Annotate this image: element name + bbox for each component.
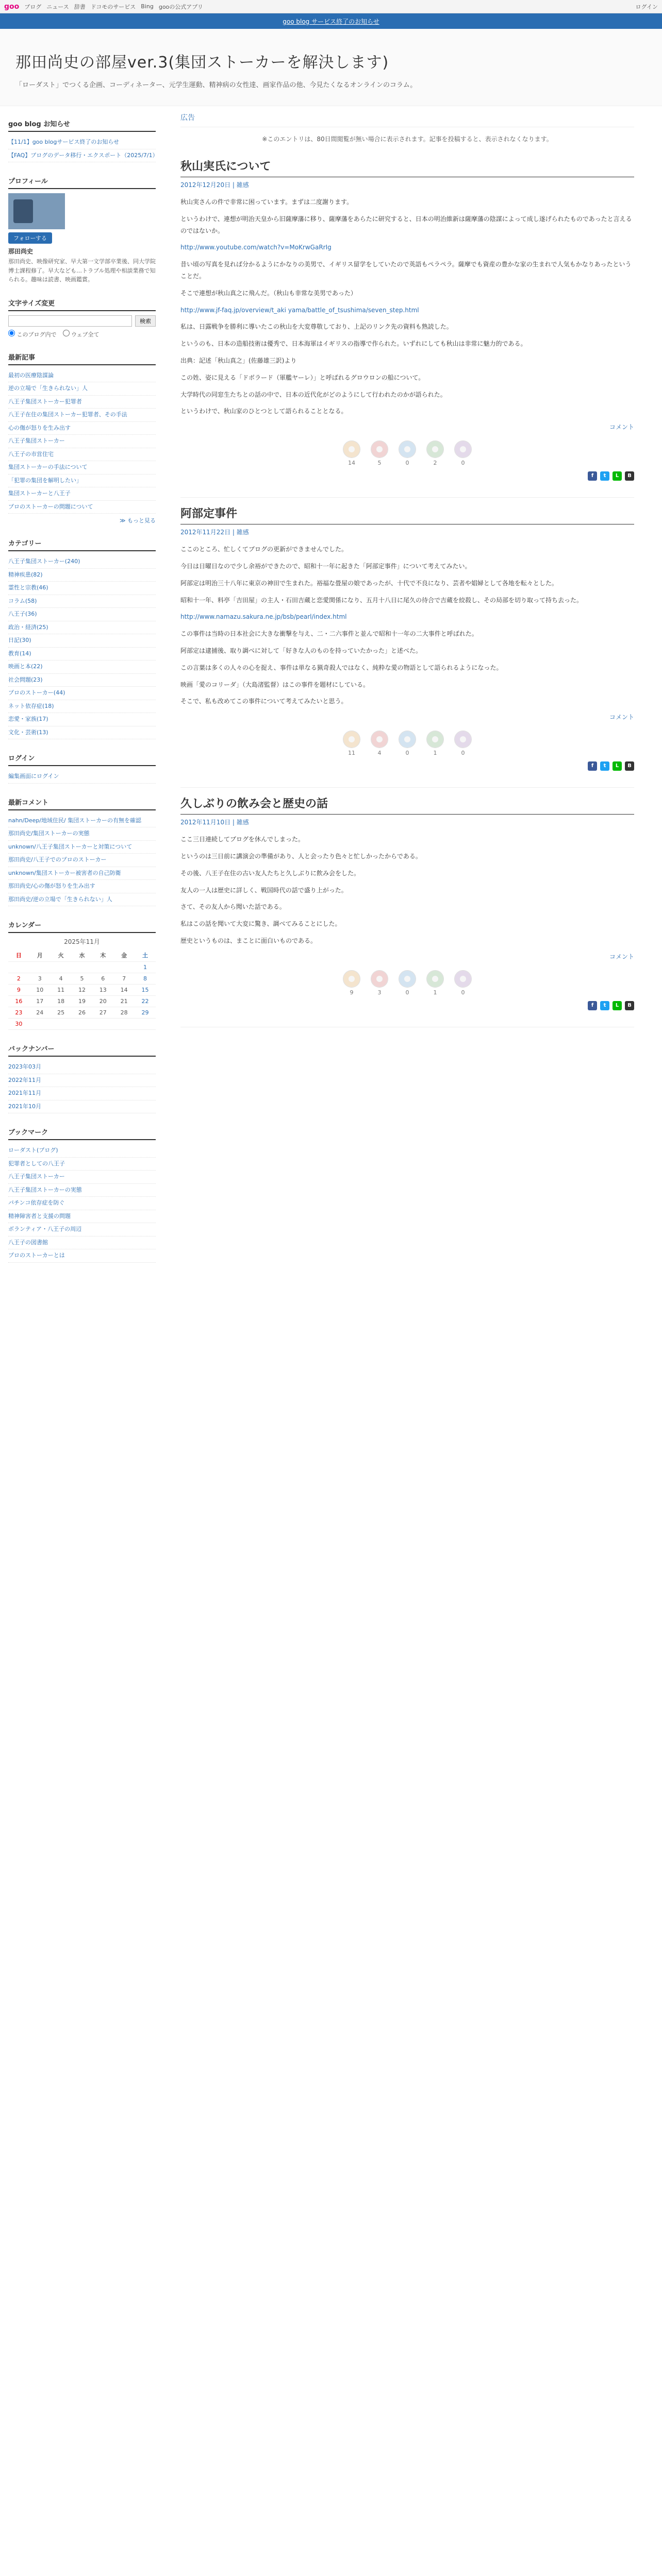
entry-paragraph: その後、八王子在住の古い友人たちと久しぶりに飲み会をした。 — [180, 869, 360, 877]
facebook-share-icon[interactable]: f — [588, 1001, 597, 1010]
scope-web-radio[interactable] — [63, 330, 100, 338]
comment-link[interactable]: unknown/八王子集団ストーカーと対策について — [8, 841, 156, 854]
recent-comments-title: 最新コメント — [8, 797, 156, 810]
category-link[interactable]: 霊性と宗教(46) — [8, 582, 156, 595]
comment-link[interactable]: 那田尚史/八王子でのプロのストーカー — [8, 854, 156, 867]
entry-date[interactable]: 2012年11月10日 | 雑感 — [180, 819, 249, 826]
page-layout — [0, 108, 662, 2576]
reaction-count: 4 — [377, 750, 382, 757]
recent-post-link[interactable]: 最初の医療陰謀論 — [8, 369, 156, 383]
reaction-count: 2 — [433, 460, 437, 467]
reaction-icon — [426, 970, 444, 988]
comment-link[interactable]: 那田尚史/集団ストーカーの実態 — [8, 827, 156, 841]
reaction-icon — [454, 440, 472, 458]
recent-post-link[interactable]: 集団ストーカーの手法について — [8, 461, 156, 474]
reaction-icon — [371, 970, 388, 988]
backnumber-section — [8, 1043, 156, 1113]
recent-posts-list — [8, 369, 156, 514]
entry-paragraph: 歴史というものは、まことに面白いものである。 — [180, 937, 317, 944]
reaction-button[interactable] — [343, 440, 360, 466]
toplink-bing[interactable]: Bing — [141, 3, 154, 10]
profile-name[interactable]: 那田尚史 — [8, 248, 34, 255]
reaction-buttons — [180, 731, 634, 756]
reaction-count: 0 — [461, 460, 465, 467]
entry-paragraph: この事件は当時の日本社会に大きな衝撃を与え、二・二六事件と並んで昭和十一年の二大事件と呼ばれた。 — [180, 630, 478, 638]
entry-body — [180, 544, 634, 707]
profile-section — [8, 176, 156, 284]
category-section — [8, 538, 156, 739]
comment-link[interactable]: nahn/Deep/地域住民/ 集団ストーカーの有無を確認 — [8, 815, 156, 828]
login-link[interactable]: ログイン — [635, 3, 658, 10]
bookmark-share-icon[interactable]: B — [625, 471, 634, 481]
entry-paragraph: さて、その友人から聞いた話である。 — [180, 903, 286, 911]
entry-paragraph: というわけで、秋山家のひとつとして語られることとなる。 — [180, 408, 347, 415]
calendar-day[interactable]: 10 — [29, 985, 51, 996]
reaction-button[interactable] — [343, 731, 360, 756]
profile-section-title: プロフィール — [8, 176, 156, 189]
calendar-day[interactable]: 12 — [72, 985, 93, 996]
reaction-count: 11 — [348, 750, 355, 757]
reaction-button[interactable] — [371, 970, 388, 996]
notice-list — [8, 136, 156, 162]
entry-paragraph: 私は、日露戦争を勝利に導いたこの秋山を大変尊敬しており、上記のリンク先の資料も熟読した。 — [180, 323, 453, 331]
entry-body — [180, 196, 634, 417]
calendar-week-row — [8, 1019, 156, 1030]
blog-tagline: 「ローダスト」でつくる企画、コーディネーター、元学生運動、精神病の女性達、画家作品の他、今見たくなるオンラインのコラム。 — [15, 81, 417, 89]
entry-paragraph: 昭和十一年、料亭「吉田屋」の主人・石田吉蔵と恋愛関係になり、五月十八日に尾久の待合で吉蔵を絞殺し、その局部を切り取って持ち去った。 — [180, 596, 583, 604]
calendar-week-row — [8, 1007, 156, 1019]
blog-title[interactable]: 那田尚史の部屋ver.3(集団ストーカーを解決します) — [15, 54, 389, 72]
entry-body — [180, 834, 634, 947]
reaction-count: 0 — [405, 989, 409, 996]
reaction-button[interactable] — [454, 731, 472, 756]
reaction-count: 1 — [433, 750, 437, 757]
reaction-count: 5 — [377, 460, 382, 467]
reaction-button[interactable] — [426, 970, 444, 996]
bookmark-link[interactable]: 八王子集団ストーカーの実態 — [8, 1184, 156, 1197]
main-content — [180, 108, 634, 1027]
calendar-day[interactable]: 24 — [29, 1007, 51, 1019]
toplink-dictionary[interactable]: 辞書 — [74, 3, 86, 10]
calendar-day[interactable]: 30 — [8, 1019, 29, 1030]
reaction-icon — [426, 440, 444, 458]
backnumber-link[interactable]: 2021年11月 — [8, 1087, 156, 1100]
category-link[interactable]: 恋愛・家族(17) — [8, 713, 156, 726]
calendar-day[interactable]: 8 — [135, 973, 156, 985]
calendar-day[interactable]: 3 — [29, 973, 51, 985]
search-input[interactable] — [8, 315, 132, 327]
calendar-day[interactable]: 27 — [92, 1007, 113, 1019]
calendar-day[interactable]: 16 — [8, 996, 29, 1007]
bookmark-link[interactable]: ボランティア・八王子の周辺 — [8, 1223, 156, 1236]
recent-comments-section — [8, 797, 156, 907]
entry-paragraph: この姓、姿に見える「ドボラード（軍艦ヤーレ）」と呼ばれるグロウロンの船について。 — [180, 374, 425, 381]
calendar-day — [72, 1019, 93, 1030]
reaction-count: 9 — [350, 989, 354, 996]
backnumber-list — [8, 1061, 156, 1113]
backnumber-link[interactable]: 2023年03月 — [8, 1061, 156, 1074]
reaction-button[interactable] — [399, 970, 416, 996]
calendar-day[interactable]: 15 — [135, 985, 156, 996]
calendar-day[interactable]: 28 — [113, 1007, 135, 1019]
toplink-app[interactable]: gooの公式アプリ — [158, 3, 203, 10]
twitter-share-icon[interactable]: t — [600, 1001, 609, 1010]
sidebar — [0, 108, 165, 1276]
reaction-button[interactable] — [454, 440, 472, 466]
entry-paragraph: というのは三日前に講演会の準備があり、人と会ったり色々と忙しかったからである。 — [180, 852, 422, 860]
reaction-button[interactable] — [426, 440, 444, 466]
calendar-day[interactable]: 11 — [51, 985, 72, 996]
entry-paragraph: というのも、日本の造船技術は優秀で、日本海軍はイギリスの指導で作られた。いずれにしても秋山は非常に魅力的である。 — [180, 340, 527, 348]
category-title: カテゴリー — [8, 538, 156, 551]
bookmark-link[interactable]: 犯罪者としての八王子 — [8, 1158, 156, 1171]
bookmark-link[interactable]: 精神障害者と支援の問題 — [8, 1210, 156, 1224]
entry-paragraph: 私はこの話を聞いて大変に驚き、調べてみることにした。 — [180, 920, 341, 928]
scope-blog-label: このブログ内で — [16, 331, 57, 338]
calendar-day[interactable]: 4 — [51, 973, 72, 985]
share-buttons — [180, 761, 634, 771]
recent-post-link[interactable]: 八王子の市営住宅 — [8, 448, 156, 462]
backnumber-link[interactable]: 2022年11月 — [8, 1074, 156, 1088]
bookmark-list — [8, 1144, 156, 1263]
calendar-day[interactable]: 1 — [135, 962, 156, 973]
entry-paragraph: 友人の一人は歴史に詳しく、戦国時代の話で盛り上がった。 — [180, 886, 347, 894]
search-section — [8, 298, 156, 338]
login-title: ログイン — [8, 753, 156, 766]
reaction-count: 0 — [461, 989, 465, 996]
recent-posts-title: 最新記事 — [8, 352, 156, 365]
reaction-icon — [343, 970, 360, 988]
search-scope — [8, 330, 156, 338]
calendar-day[interactable]: 25 — [51, 1007, 72, 1019]
comment-link[interactable]: コメント — [609, 714, 634, 721]
reaction-icon — [371, 440, 388, 458]
recent-post-link[interactable]: 逆の立場で「生きられない」人 — [8, 382, 156, 396]
calendar-day[interactable]: 21 — [113, 996, 135, 1007]
reaction-button[interactable] — [454, 970, 472, 996]
reaction-button[interactable] — [371, 731, 388, 756]
calendar-weekday: 木 — [92, 949, 113, 962]
bookmark-link[interactable]: ローダスト(ブログ) — [8, 1144, 156, 1158]
calendar-day[interactable]: 14 — [113, 985, 135, 996]
top-navigation-bar — [0, 0, 662, 13]
reaction-buttons — [180, 970, 634, 996]
notice-item[interactable]: 【FAQ】ブログのデータ移行・エクスポート（2025/7/1） — [8, 149, 156, 163]
entry-paragraph: 秋山実さんの件で非常に困っています。まずは二度謝ります。 — [180, 198, 353, 206]
calendar-day[interactable]: 17 — [29, 996, 51, 1007]
category-link[interactable]: 八王子(36) — [8, 608, 156, 621]
calendar-day[interactable]: 18 — [51, 996, 72, 1007]
calendar-week-row — [8, 962, 156, 973]
recent-more-link[interactable]: ≫ もっと見る — [119, 517, 156, 524]
reaction-icon — [343, 731, 360, 748]
calendar-day[interactable]: 9 — [8, 985, 29, 996]
calendar-day — [113, 1019, 135, 1030]
calendar-day[interactable]: 2 — [8, 973, 29, 985]
entry-title[interactable]: 久しぶりの飲み会と歴史の話 — [180, 795, 634, 815]
blog-entry — [180, 788, 634, 1027]
reaction-count: 14 — [348, 460, 355, 467]
reaction-count: 0 — [461, 750, 465, 757]
category-link[interactable]: プロのストーカー(44) — [8, 687, 156, 700]
twitter-share-icon[interactable]: t — [600, 471, 609, 481]
comment-link[interactable]: unknown/集団ストーカー被害者の自己防衛 — [8, 867, 156, 880]
calendar-day[interactable]: 13 — [92, 985, 113, 996]
scope-blog-radio[interactable] — [8, 330, 57, 338]
entry-paragraph: というわけで、連想が明治天皇から旧薩摩藩に移り、薩摩藩をあらたに研究すると、日本の明治維新は薩摩藩の陰謀によって成し遂げられたものであったと言えるのではないか。 — [180, 215, 632, 234]
calendar-weekday: 日 — [8, 949, 29, 962]
calendar-day — [8, 962, 29, 973]
calendar-week-row — [8, 996, 156, 1007]
login-section — [8, 753, 156, 784]
calendar-table — [8, 949, 156, 1030]
calendar-week-row — [8, 985, 156, 996]
line-share-icon[interactable]: L — [613, 471, 622, 481]
recent-post-link[interactable]: 八王子集団ストーカー犯罪者 — [8, 396, 156, 409]
calendar-day — [135, 1019, 156, 1030]
bookmark-section — [8, 1127, 156, 1263]
category-link[interactable]: 映画と本(22) — [8, 660, 156, 674]
bookmark-title: ブックマーク — [8, 1127, 156, 1140]
recent-comments-list — [8, 815, 156, 907]
calendar-month: 2025年11月 — [64, 938, 100, 946]
calendar-day — [72, 962, 93, 973]
calendar-body — [8, 962, 156, 1030]
comment-link[interactable]: コメント — [609, 953, 634, 960]
entry-paragraph: ここのところ、忙しくてブログの更新ができませんでした。 — [180, 546, 348, 553]
reaction-icon — [399, 970, 416, 988]
share-buttons — [180, 471, 634, 481]
entry-title[interactable]: 阿部定事件 — [180, 505, 634, 524]
reaction-button[interactable] — [399, 731, 416, 756]
calendar-day — [92, 1019, 113, 1030]
entry-paragraph: そこで、私も改めてこの事件について考えてみたいと思う。 — [180, 698, 347, 705]
calendar-title: カレンダー — [8, 920, 156, 933]
calendar-weekday: 火 — [51, 949, 72, 962]
entry-list — [180, 150, 634, 1027]
reaction-button[interactable] — [343, 970, 360, 996]
scope-web-label: ウェブ全て — [71, 331, 100, 338]
follow-button[interactable]: フォローする — [8, 232, 52, 244]
entry-paragraph: そこで連想が秋山真之に飛んだ。（秋山も非常な美男であった） — [180, 289, 357, 297]
profile-text: 那田尚史、映像研究家、早大第一文学部卒業後、同大学院博士課程修了。早大なども…トラブル処理や相談業務で知られる。趣味は読書、映画鑑賞。 — [8, 258, 156, 283]
recent-post-link[interactable]: 八王子集団ストーカー — [8, 435, 156, 448]
category-link[interactable]: 八王子集団ストーカー(240) — [8, 555, 156, 569]
bookmark-share-icon[interactable]: B — [625, 761, 634, 771]
calendar-day[interactable]: 22 — [135, 996, 156, 1007]
calendar-day[interactable]: 20 — [92, 996, 113, 1007]
inactive-blog-note: ※このエントリは、80日間閲覧が無い場合に表示されます。記事を投稿すると、表示されなくなります。 — [262, 135, 553, 143]
login-list — [8, 770, 156, 784]
category-link[interactable]: 社会問題(23) — [8, 674, 156, 687]
bookmark-link[interactable]: プロのストーカーとは — [8, 1249, 156, 1263]
recent-post-link[interactable]: プロのストーカーの問題について — [8, 501, 156, 514]
reaction-count: 0 — [405, 750, 409, 757]
notice-item[interactable]: 【11/1】goo blogサービス終了のお知らせ — [8, 136, 156, 149]
line-share-icon[interactable]: L — [613, 761, 622, 771]
entry-paragraph: この言葉は多くの人々の心を捉え、事件は単なる猟奇殺人ではなく、純粋な愛の物語として語られるようになった。 — [180, 664, 503, 671]
entry-paragraph[interactable]: http://www.jf-faq.jp/overview/t_aki yama/battle_of_tsushima/seven_step.html — [180, 306, 419, 314]
category-link[interactable]: 日記(30) — [8, 634, 156, 648]
search-row — [8, 315, 156, 327]
calendar-day[interactable]: 7 — [113, 973, 135, 985]
calendar-day[interactable]: 5 — [72, 973, 93, 985]
line-share-icon[interactable]: L — [613, 1001, 622, 1010]
entry-paragraph: 映画「愛のコリーダ」（大島渚監督）はこの事件を題材にしている。 — [180, 681, 370, 688]
entry-date[interactable]: 2012年12月20日 | 雑感 — [180, 181, 249, 189]
calendar-day[interactable]: 29 — [135, 1007, 156, 1019]
calendar-weekday: 土 — [135, 949, 156, 962]
calendar-day — [51, 962, 72, 973]
reaction-buttons — [180, 440, 634, 466]
comment-link[interactable]: コメント — [609, 423, 634, 431]
bookmark-link[interactable]: 八王子集団ストーカー — [8, 1171, 156, 1184]
search-section-title: 文字サイズ変更 — [8, 298, 156, 311]
reaction-icon — [454, 970, 472, 988]
twitter-share-icon[interactable]: t — [600, 761, 609, 771]
comment-link[interactable]: 那田尚史/逆の立場で「生きられない」人 — [8, 893, 156, 907]
reaction-icon — [343, 440, 360, 458]
bookmark-share-icon[interactable]: B — [625, 1001, 634, 1010]
reaction-button[interactable] — [426, 731, 444, 756]
calendar-day — [29, 962, 51, 973]
entry-date[interactable]: 2012年11月22日 | 雑感 — [180, 529, 249, 536]
facebook-share-icon[interactable]: f — [588, 761, 597, 771]
entry-paragraph: 阿部定は逮捕後、取り調べに対して「好きな人のものを持っていたかった」と述べた。 — [180, 647, 422, 654]
calendar-section — [8, 920, 156, 1030]
reaction-count: 3 — [377, 989, 382, 996]
calendar-day[interactable]: 26 — [72, 1007, 93, 1019]
backnumber-title: バックナンバー — [8, 1043, 156, 1057]
facebook-share-icon[interactable]: f — [588, 471, 597, 481]
reaction-icon — [399, 731, 416, 748]
recent-post-link[interactable]: 心の傷が怒りを生み出す — [8, 422, 156, 435]
goo-logo[interactable]: goo — [4, 2, 20, 11]
reaction-icon — [371, 731, 388, 748]
category-link[interactable]: 文化・芸術(13) — [8, 726, 156, 740]
calendar-weekday: 月 — [29, 949, 51, 962]
calendar-weekday: 水 — [72, 949, 93, 962]
entry-paragraph: 出典：記述「秋山真之」(佐藤雄三訳)より — [180, 357, 297, 364]
entry-paragraph[interactable]: http://www.youtube.com/watch?v=MoKrwGaRrIg — [180, 244, 332, 251]
toplink-blog[interactable]: ブログ — [24, 3, 42, 10]
category-link[interactable]: 精神疾患(82) — [8, 569, 156, 582]
entry-paragraph[interactable]: http://www.namazu.sakura.ne.jp/bsb/pearl/index.html — [180, 613, 347, 621]
calendar-day — [113, 962, 135, 973]
reaction-button[interactable] — [399, 440, 416, 466]
toplink-docomo[interactable]: ドコモのサービス — [90, 3, 136, 10]
reaction-button[interactable] — [371, 440, 388, 466]
recent-post-link[interactable]: 集団ストーカーと八王子 — [8, 487, 156, 501]
entry-paragraph: 阿部定は明治三十八年に東京の神田で生まれた。裕福な畳屋の娘であったが、十代で不良になり、芸者や娼婦として各地を転々とした。 — [180, 579, 558, 587]
calendar-week-row — [8, 973, 156, 985]
category-link[interactable]: 教育(14) — [8, 648, 156, 661]
comment-link[interactable]: 那田尚史/心の傷が怒りを生み出す — [8, 880, 156, 893]
blog-entry — [180, 498, 634, 788]
service-end-notice-bar — [0, 13, 662, 29]
entry-paragraph: 大学時代の同窓生たちとの話の中で、日本の近代化がどのようにして行われたのかが語られた。 — [180, 391, 446, 398]
blog-entry — [180, 150, 634, 498]
profile-image[interactable] — [8, 193, 65, 229]
notice-section — [8, 118, 156, 162]
toplink-news[interactable]: ニュース — [46, 3, 69, 10]
service-end-notice-link[interactable]: goo blog サービス終了のお知らせ — [283, 18, 379, 25]
category-link[interactable]: コラム(58) — [8, 595, 156, 608]
calendar-day — [92, 962, 113, 973]
reaction-count: 1 — [433, 989, 437, 996]
category-link[interactable]: ネット依存症(18) — [8, 700, 156, 714]
notice-section-title: goo blog お知らせ — [8, 118, 156, 132]
reaction-icon — [426, 731, 444, 748]
entry-paragraph: 今日は日曜日なので少し余裕ができたので、昭和十一年に起きた「阿部定事件」について考えてみたい。 — [180, 562, 471, 570]
admin-login-link[interactable]: 編集画面にログイン — [8, 770, 156, 784]
ad-label: 広告 — [180, 108, 634, 127]
entry-paragraph: ここ三日連続してブログを休んでしまった。 — [180, 836, 305, 843]
backnumber-link[interactable]: 2021年10月 — [8, 1100, 156, 1114]
reaction-icon — [454, 731, 472, 748]
category-link[interactable]: 政治・経済(25) — [8, 621, 156, 635]
reaction-icon — [399, 440, 416, 458]
calendar-day[interactable]: 19 — [72, 996, 93, 1007]
calendar-day[interactable]: 23 — [8, 1007, 29, 1019]
category-list — [8, 555, 156, 739]
calendar-day — [29, 1019, 51, 1030]
bookmark-link[interactable]: 八王子の図書館 — [8, 1236, 156, 1250]
calendar-day[interactable]: 6 — [92, 973, 113, 985]
blog-header — [0, 29, 662, 106]
share-buttons — [180, 1001, 634, 1010]
recent-posts-section — [8, 352, 156, 525]
calendar-weekday: 金 — [113, 949, 135, 962]
entry-title[interactable]: 秋山実氏について — [180, 158, 634, 177]
reaction-count: 0 — [405, 460, 409, 467]
recent-post-link[interactable]: 「犯罪の集団を解明したい」 — [8, 474, 156, 488]
calendar-day — [51, 1019, 72, 1030]
bookmark-link[interactable]: パチンコ依存症を防ぐ — [8, 1197, 156, 1210]
entry-paragraph: 昔い頃の写真を見れば分かるようにかなりの美男で、イギリス留学をしていたので英語もペラペラ。薩摩でも資産の豊かな家の生まれで人気もかなりあったということだ。 — [180, 261, 632, 280]
recent-post-link[interactable]: 八王子在住の集団ストーカー犯罪者、その手法 — [8, 409, 156, 422]
search-button[interactable]: 検索 — [135, 315, 156, 327]
